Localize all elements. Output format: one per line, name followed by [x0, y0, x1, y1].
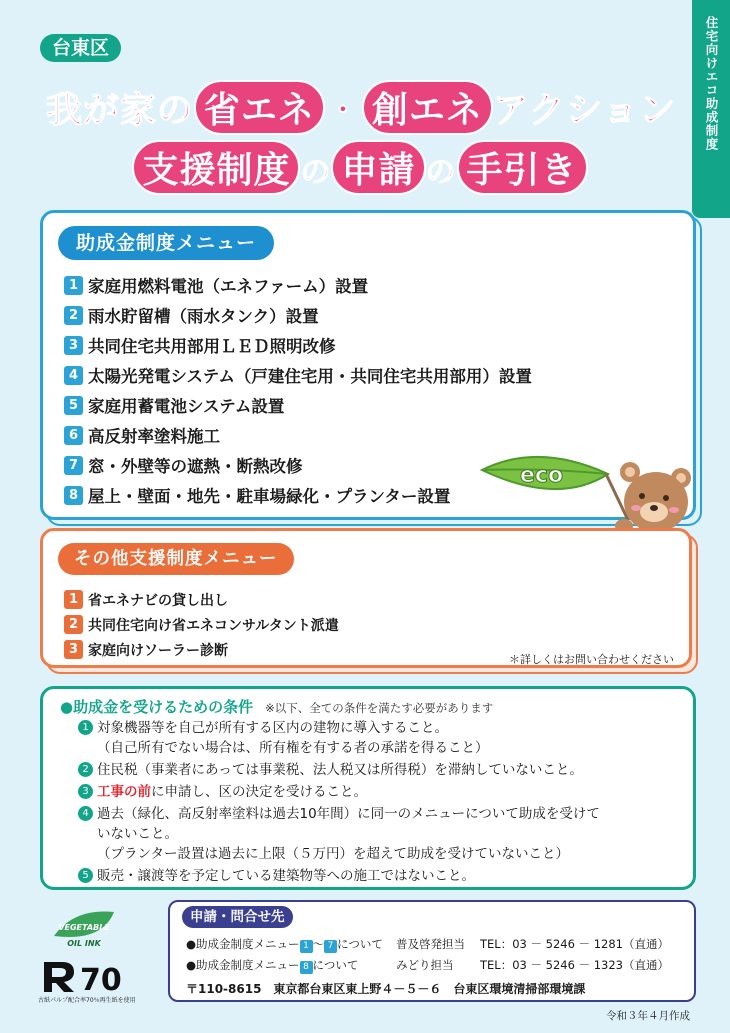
- inquiry-note: ＊詳しくはお問い合わせください: [509, 653, 674, 666]
- contact-phone: TEL：03 － 5246 － 1323（直通）: [480, 958, 669, 972]
- title-text: の: [425, 155, 457, 190]
- number-badge: 4: [64, 366, 83, 385]
- other-menu-list: [64, 587, 339, 662]
- bear-head: [624, 472, 688, 532]
- logo-text: OIL INK: [67, 939, 101, 948]
- number-badge: 3: [78, 784, 93, 799]
- list-item: [64, 390, 532, 420]
- list-item: [78, 760, 678, 780]
- subsidy-menu-list: [64, 270, 532, 510]
- contact-address: 〒110-8615 東京都台東区東上野４－５－６ 台東区環境清掃部環境課: [186, 982, 586, 996]
- conditions-heading: [60, 696, 493, 717]
- contact-department: みどり担当: [396, 958, 454, 972]
- condition-text: [97, 804, 600, 864]
- list-item: [64, 637, 339, 662]
- number-badge: 1: [64, 590, 83, 609]
- subsidy-menu-heading: 助成金制度メニュー: [58, 226, 274, 260]
- other-menu-heading: その他支援制度メニュー: [58, 543, 294, 575]
- number-badge: 1: [64, 276, 83, 295]
- number-badge: 3: [64, 336, 83, 355]
- list-item-label: 省エネナビの貸し出し: [88, 592, 228, 609]
- eco-label: eco: [520, 463, 564, 488]
- list-item: [64, 270, 532, 300]
- list-item: [64, 360, 532, 390]
- recycled-paper-caption: 古紙パルプ配合率70％再生紙を使用: [38, 997, 136, 1004]
- title-highlight: 申請: [331, 140, 425, 195]
- title-highlight: 創エネ: [362, 80, 493, 135]
- list-item-label: 窓・外壁等の遮熱・断熱改修: [88, 457, 303, 476]
- list-item-label: 高反射率塗料施工: [88, 427, 220, 446]
- side-tab-label: 住宅向けエコ助成制度: [704, 16, 719, 151]
- list-item: [64, 420, 532, 450]
- list-item: [78, 866, 678, 886]
- list-item-label: 屋上・壁面・地先・駐車場緑化・プランター設置: [88, 487, 451, 506]
- page-title-line2: [110, 140, 610, 195]
- condition-line: に申請し、区の決定を受けること。: [151, 784, 367, 800]
- contact-phone: TEL：03 － 5246 － 1281（直通）: [480, 937, 669, 951]
- conditions-heading-label: ●助成金を受けるための条件: [60, 698, 254, 716]
- list-item: [78, 804, 678, 864]
- list-item: [64, 612, 339, 637]
- condition-line: （自己所有でない場合は、所有権を有する者の承諾を得ること）: [97, 740, 489, 756]
- number-badge: 8: [300, 961, 313, 974]
- side-tab: [692, 0, 730, 218]
- contact-heading: 申請・問合せ先: [182, 906, 293, 928]
- list-item: [64, 300, 532, 330]
- number-badge: 3: [64, 640, 83, 659]
- contact-menu-range: [186, 936, 396, 953]
- condition-line: いないこと。: [97, 826, 178, 842]
- number-badge: 2: [64, 306, 83, 325]
- page-title-line1: [36, 80, 686, 135]
- condition-emphasis: 工事の前: [97, 784, 151, 800]
- number-badge: 5: [64, 396, 83, 415]
- list-item: [64, 587, 339, 612]
- number-badge: 5: [78, 868, 93, 883]
- number-badge: 1: [300, 940, 313, 953]
- condition-line: 販売・譲渡等を予定している建築物等への施工ではないこと。: [97, 868, 475, 884]
- list-item-label: 雨水貯留槽（雨水タンク）設置: [88, 307, 319, 326]
- contact-text: について: [312, 958, 359, 972]
- condition-line: 住民税（事業者にあっては事業税、法人税又は所得税）を滞納していないこと。: [97, 762, 583, 778]
- conditions-note: ※以下、全ての条件を満たす必要があります: [265, 701, 494, 715]
- contact-menu-range: [186, 957, 396, 974]
- number-badge: 1: [78, 720, 93, 735]
- number-badge: 4: [78, 806, 93, 821]
- number-badge: 2: [64, 615, 83, 634]
- list-item: [64, 450, 532, 480]
- logo-text: 70: [80, 963, 122, 994]
- recycled-paper-logo: [40, 958, 124, 994]
- number-badge: 7: [64, 456, 83, 475]
- title-highlight: 省エネ: [194, 80, 325, 135]
- number-badge: 7: [324, 940, 337, 953]
- list-item-label: 家庭用燃料電池（エネファーム）設置: [88, 277, 369, 296]
- contact-text: ●助成金制度メニュー: [186, 937, 300, 951]
- contact-row: [186, 957, 669, 974]
- title-text: 我が家の: [45, 90, 194, 131]
- title-text: アクション: [492, 90, 677, 131]
- list-item: [64, 330, 532, 360]
- title-highlight: 手引き: [457, 140, 588, 195]
- condition-text: [97, 718, 489, 758]
- list-item: [78, 782, 678, 802]
- condition-line: 過去（緑化、高反射率塗料は過去10年間）に同一のメニューについて助成を受けて: [97, 806, 600, 822]
- vegetable-oil-ink-logo: [44, 906, 124, 950]
- list-item-label: 家庭用蓄電池システム設置: [88, 397, 285, 416]
- condition-line: （プランター設置は過去に上限（５万円）を超えて助成を受けていないこと）: [97, 846, 569, 862]
- ward-badge: 台東区: [40, 34, 121, 62]
- list-item-label: 太陽光発電システム（戸建住宅用・共同住宅共用部用）設置: [88, 367, 532, 386]
- logo-text: VEGETABLE: [58, 923, 110, 932]
- created-date: 令和３年４月作成: [606, 1010, 690, 1022]
- contact-row: [186, 936, 669, 953]
- list-item: [64, 480, 532, 510]
- condition-line: 対象機器等を自己が所有する区内の建物に導入すること。: [97, 720, 448, 736]
- number-badge: 6: [64, 426, 83, 445]
- list-item-label: 共同住宅向け省エネコンサルタント派遣: [88, 617, 339, 634]
- conditions-list: [78, 718, 678, 886]
- list-item-label: 共同住宅共用部用ＬＥＤ照明改修: [88, 337, 336, 356]
- title-highlight: 支援制度: [132, 140, 300, 195]
- number-badge: 8: [64, 486, 83, 505]
- condition-text: [97, 782, 367, 802]
- list-item: [78, 718, 678, 758]
- contact-department: 普及啓発担当: [396, 937, 465, 951]
- contact-text: ～: [312, 937, 325, 951]
- contact-text: について: [337, 937, 383, 951]
- title-text: の: [300, 155, 332, 190]
- title-text: ・: [324, 90, 362, 131]
- contact-text: ●助成金制度メニュー: [186, 958, 300, 972]
- number-badge: 2: [78, 762, 93, 777]
- list-item-label: 家庭向けソーラー診断: [88, 642, 228, 659]
